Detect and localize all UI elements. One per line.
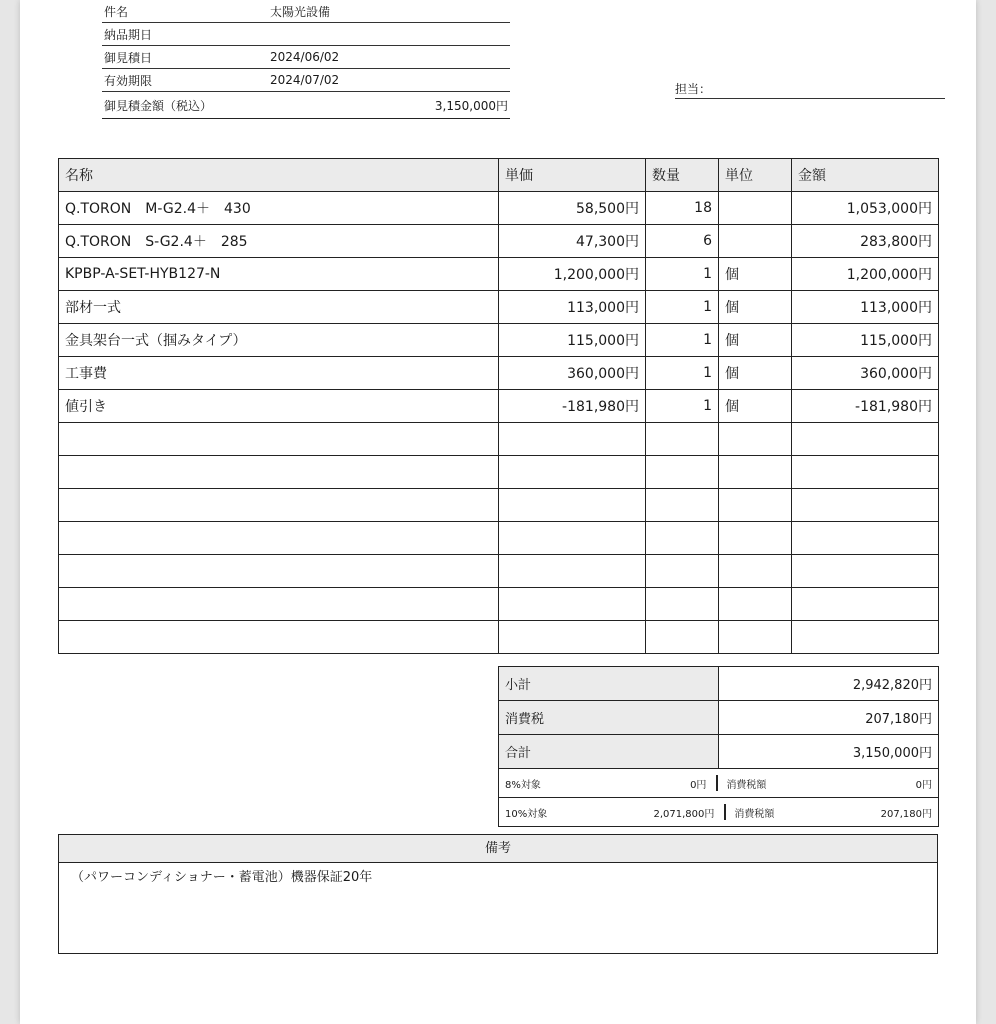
item-unit-price: 58,500円 xyxy=(499,192,646,225)
empty-table-row xyxy=(59,588,939,621)
info-row-estimate-total xyxy=(102,92,510,119)
item-amount: 115,000円 xyxy=(792,324,939,357)
rate10-value: 2,071,800円 xyxy=(653,808,715,820)
remarks-box xyxy=(58,834,938,954)
table-row xyxy=(59,357,939,390)
item-unit: 個 xyxy=(719,324,792,357)
rate8-value: 0円 xyxy=(690,779,707,791)
item-quantity: 1 xyxy=(646,357,719,390)
info-label: 納品期日 xyxy=(102,23,268,46)
item-amount: 1,200,000円 xyxy=(792,258,939,291)
item-unit xyxy=(719,192,792,225)
person-in-charge-label: 担当： xyxy=(675,82,712,96)
item-unit-price: 115,000円 xyxy=(499,324,646,357)
info-value: 2024/07/02 xyxy=(268,69,510,92)
info-value: 太陽光設備 xyxy=(268,0,510,23)
empty-table-row xyxy=(59,423,939,456)
subtotal-row xyxy=(499,667,939,701)
person-in-charge-field xyxy=(675,80,945,99)
tax-value: 207,180円 xyxy=(719,701,939,735)
tax-label: 消費税 xyxy=(499,701,719,735)
empty-table-row xyxy=(59,555,939,588)
divider xyxy=(724,804,726,820)
estimate-info-table xyxy=(102,0,510,119)
info-row-subject xyxy=(102,0,510,23)
item-unit: 個 xyxy=(719,390,792,423)
grand-total-label: 合計 xyxy=(499,735,719,769)
item-unit: 個 xyxy=(719,357,792,390)
item-unit-price: 360,000円 xyxy=(499,357,646,390)
subtotal-value: 2,942,820円 xyxy=(719,667,939,701)
info-label: 有効期限 xyxy=(102,69,268,92)
remarks-body: （パワーコンディショナー・蓄電池）機器保証20年 xyxy=(71,870,373,885)
table-row xyxy=(59,225,939,258)
divider xyxy=(716,775,718,791)
item-quantity: 1 xyxy=(646,258,719,291)
empty-table-row xyxy=(59,456,939,489)
item-amount: 113,000円 xyxy=(792,291,939,324)
item-unit xyxy=(719,225,792,258)
item-quantity: 1 xyxy=(646,390,719,423)
rate8-tax-value: 0円 xyxy=(915,779,932,791)
grand-total-row xyxy=(499,735,939,769)
col-header-quantity: 数量 xyxy=(646,159,719,192)
item-amount: 283,800円 xyxy=(792,225,939,258)
item-quantity: 6 xyxy=(646,225,719,258)
col-header-name: 名称 xyxy=(59,159,499,192)
table-row xyxy=(59,258,939,291)
item-name: Q.TORON M-G2.4＋ 430 xyxy=(59,192,499,225)
col-header-unit: 単位 xyxy=(719,159,792,192)
item-name: Q.TORON S-G2.4＋ 285 xyxy=(59,225,499,258)
line-items-header xyxy=(59,159,939,192)
info-value: 2024/06/02 xyxy=(268,46,510,69)
item-unit-price: 113,000円 xyxy=(499,291,646,324)
table-row xyxy=(59,324,939,357)
remarks-title: 備考 xyxy=(59,835,937,863)
info-row-estimate-date xyxy=(102,46,510,69)
item-amount: -181,980円 xyxy=(792,390,939,423)
item-unit: 個 xyxy=(719,291,792,324)
info-row-delivery-date xyxy=(102,23,510,46)
table-row xyxy=(59,390,939,423)
item-amount: 360,000円 xyxy=(792,357,939,390)
estimate-total-label: 御見積金額（税込） xyxy=(102,92,268,119)
item-quantity: 1 xyxy=(646,291,719,324)
item-name: 値引き xyxy=(59,390,499,423)
empty-table-row xyxy=(59,489,939,522)
rate10-tax-label: 消費税額 xyxy=(734,808,775,820)
grand-total-value: 3,150,000円 xyxy=(719,735,939,769)
info-row-expiry-date xyxy=(102,69,510,92)
item-unit: 個 xyxy=(719,258,792,291)
estimate-total-value: 3,150,000円 xyxy=(268,92,510,119)
subtotal-label: 小計 xyxy=(499,667,719,701)
item-unit-price: 47,300円 xyxy=(499,225,646,258)
tax-10-percent-row xyxy=(499,798,939,827)
col-header-amount: 金額 xyxy=(792,159,939,192)
item-name: 部材一式 xyxy=(59,291,499,324)
item-amount: 1,053,000円 xyxy=(792,192,939,225)
tax-row xyxy=(499,701,939,735)
empty-table-row xyxy=(59,522,939,555)
item-unit-price: -181,980円 xyxy=(499,390,646,423)
info-label: 御見積日 xyxy=(102,46,268,69)
col-header-unit-price: 単価 xyxy=(499,159,646,192)
item-name: 金具架台一式（掴みタイプ） xyxy=(59,324,499,357)
info-label: 件名 xyxy=(102,0,268,23)
item-unit-price: 1,200,000円 xyxy=(499,258,646,291)
item-name: 工事費 xyxy=(59,357,499,390)
info-value xyxy=(268,23,510,46)
rate10-tax-value: 207,180円 xyxy=(880,808,932,820)
line-items-table xyxy=(58,158,939,654)
rate10-label: 10%対象 xyxy=(505,808,548,820)
table-row xyxy=(59,192,939,225)
rate8-tax-label: 消費税額 xyxy=(726,779,767,791)
tax-8-percent-row xyxy=(499,769,939,798)
item-name: KPBP-A-SET-HYB127-N xyxy=(59,258,499,291)
rate8-label: 8%対象 xyxy=(505,779,541,791)
summary-table xyxy=(498,666,939,827)
item-quantity: 1 xyxy=(646,324,719,357)
table-row xyxy=(59,291,939,324)
item-quantity: 18 xyxy=(646,192,719,225)
empty-table-row xyxy=(59,621,939,654)
